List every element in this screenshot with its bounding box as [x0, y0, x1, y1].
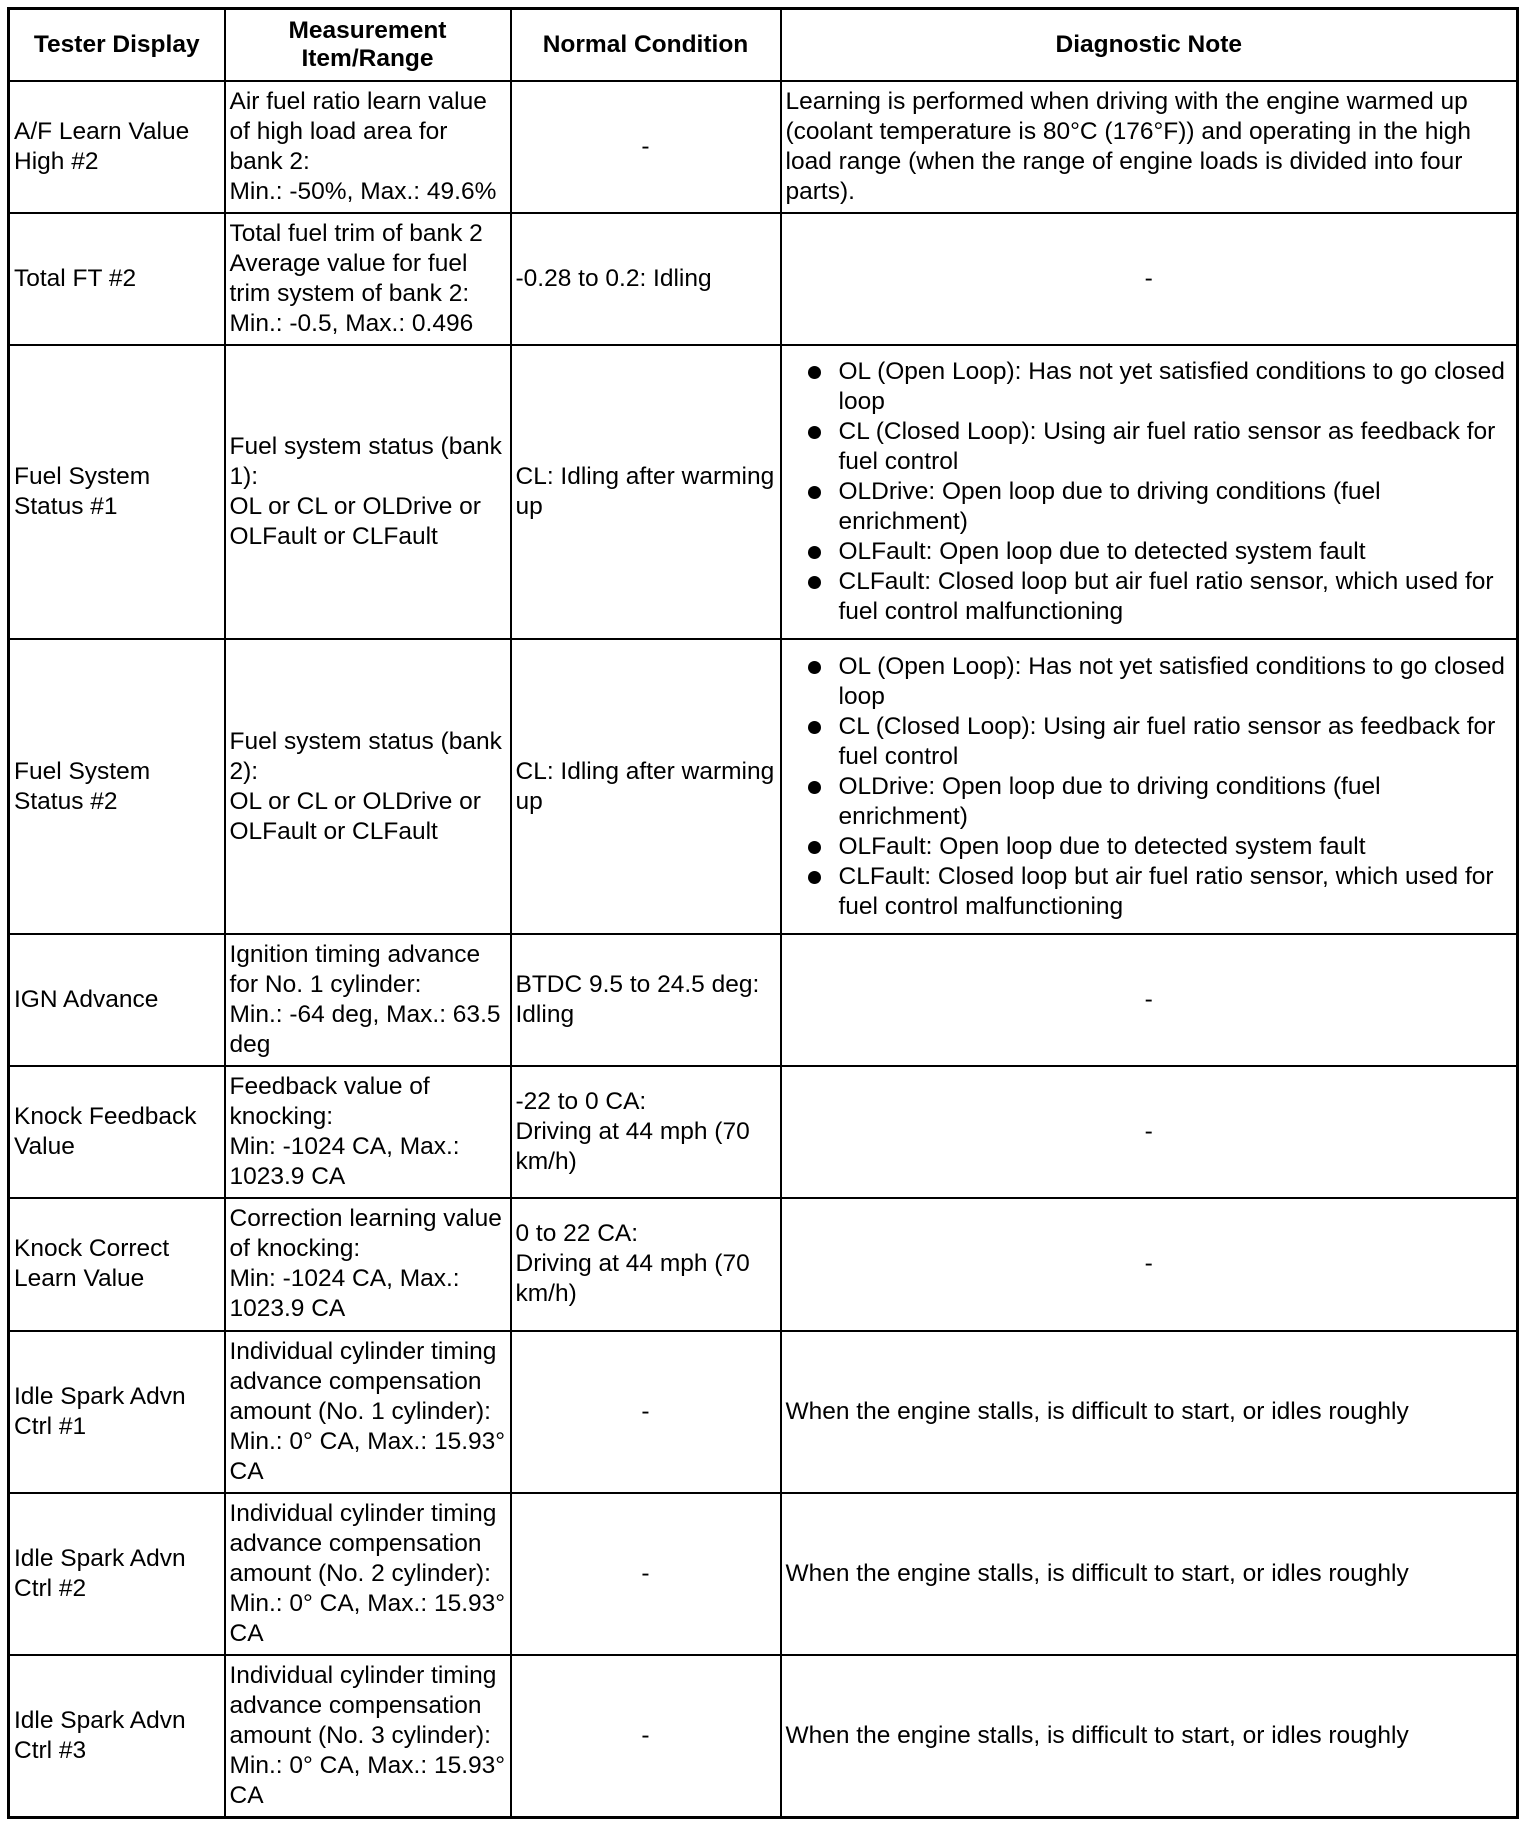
tester-display-cell: A/F Learn Value High #2 — [9, 81, 225, 213]
measurement-cell: Individual cylinder timing advance compensation amount (No. 1 cylinder): Min.: 0° CA, Max.: 15.93° CA — [225, 1331, 511, 1493]
diagnostic-note-cell: - — [781, 1066, 1518, 1198]
tester-display-cell: Idle Spark Advn Ctrl #3 — [9, 1655, 225, 1817]
table-row — [9, 1066, 1518, 1198]
diagnostic-data-table — [7, 7, 1519, 1819]
normal-condition-cell: BTDC 9.5 to 24.5 deg: Idling — [511, 934, 781, 1066]
table-row — [9, 345, 1518, 640]
table-row — [9, 1655, 1518, 1817]
diagnostic-note-cell: - — [781, 1198, 1518, 1330]
normal-condition-cell: CL: Idling after warming up — [511, 345, 781, 640]
header-tester-display: Tester Display — [9, 9, 225, 81]
list-item: OLFault: Open loop due to detected system fault — [786, 537, 1513, 567]
tester-display-cell: Fuel System Status #2 — [9, 639, 225, 934]
normal-condition-cell: - — [511, 1655, 781, 1817]
diagnostic-note-cell: When the engine stalls, is difficult to start, or idles roughly — [781, 1655, 1518, 1817]
table-row — [9, 934, 1518, 1066]
measurement-cell: Ignition timing advance for No. 1 cylinder: Min.: -64 deg, Max.: 63.5 deg — [225, 934, 511, 1066]
header-diagnostic-note: Diagnostic Note — [781, 9, 1518, 81]
measurement-cell: Fuel system status (bank 2): OL or CL or OLDrive or OLFault or CLFault — [225, 639, 511, 934]
normal-condition-cell: - — [511, 1493, 781, 1655]
table-row — [9, 1493, 1518, 1655]
tester-display-cell: Knock Feedback Value — [9, 1066, 225, 1198]
list-item: OL (Open Loop): Has not yet satisfied conditions to go closed loop — [786, 652, 1513, 712]
tester-display-cell: IGN Advance — [9, 934, 225, 1066]
table-row — [9, 1331, 1518, 1493]
list-item: CL (Closed Loop): Using air fuel ratio sensor as feedback for fuel control — [786, 417, 1513, 477]
tester-display-cell: Total FT #2 — [9, 213, 225, 345]
list-item: CL (Closed Loop): Using air fuel ratio sensor as feedback for fuel control — [786, 712, 1513, 772]
measurement-cell: Individual cylinder timing advance compensation amount (No. 3 cylinder): Min.: 0° CA, Max.: 15.93° CA — [225, 1655, 511, 1817]
header-normal-condition: Normal Condition — [511, 9, 781, 81]
measurement-cell: Total fuel trim of bank 2 Average value for fuel trim system of bank 2: Min.: -0.5, Max.: 0.496 — [225, 213, 511, 345]
table-row — [9, 1198, 1518, 1330]
status-bullet-list — [786, 652, 1513, 922]
diagnostic-note-cell: When the engine stalls, is difficult to start, or idles roughly — [781, 1493, 1518, 1655]
diagnostic-note-cell: - — [781, 213, 1518, 345]
normal-condition-cell: -22 to 0 CA: Driving at 44 mph (70 km/h) — [511, 1066, 781, 1198]
normal-condition-cell: - — [511, 81, 781, 213]
table-header-row — [9, 9, 1518, 81]
normal-condition-cell: 0 to 22 CA: Driving at 44 mph (70 km/h) — [511, 1198, 781, 1330]
tester-display-cell: Idle Spark Advn Ctrl #1 — [9, 1331, 225, 1493]
measurement-cell: Feedback value of knocking: Min: -1024 CA, Max.: 1023.9 CA — [225, 1066, 511, 1198]
list-item: OLFault: Open loop due to detected system fault — [786, 832, 1513, 862]
table-row — [9, 639, 1518, 934]
measurement-cell: Individual cylinder timing advance compensation amount (No. 2 cylinder): Min.: 0° CA, Max.: 15.93° CA — [225, 1493, 511, 1655]
measurement-cell: Correction learning value of knocking: Min: -1024 CA, Max.: 1023.9 CA — [225, 1198, 511, 1330]
header-measurement: Measurement Item/Range — [225, 9, 511, 81]
list-item: OL (Open Loop): Has not yet satisfied conditions to go closed loop — [786, 357, 1513, 417]
tester-display-cell: Knock Correct Learn Value — [9, 1198, 225, 1330]
list-item: OLDrive: Open loop due to driving conditions (fuel enrichment) — [786, 477, 1513, 537]
status-bullet-list — [786, 357, 1513, 627]
table-row — [9, 81, 1518, 213]
table-row — [9, 213, 1518, 345]
tester-display-cell: Fuel System Status #1 — [9, 345, 225, 640]
list-item: OLDrive: Open loop due to driving conditions (fuel enrichment) — [786, 772, 1513, 832]
diagnostic-note-cell: When the engine stalls, is difficult to start, or idles roughly — [781, 1331, 1518, 1493]
diagnostic-note-cell — [781, 345, 1518, 640]
measurement-cell: Air fuel ratio learn value of high load area for bank 2: Min.: -50%, Max.: 49.6% — [225, 81, 511, 213]
normal-condition-cell: - — [511, 1331, 781, 1493]
diagnostic-note-cell — [781, 639, 1518, 934]
normal-condition-cell: CL: Idling after warming up — [511, 639, 781, 934]
tester-display-cell: Idle Spark Advn Ctrl #2 — [9, 1493, 225, 1655]
list-item: CLFault: Closed loop but air fuel ratio sensor, which used for fuel control malfunctioning — [786, 567, 1513, 627]
normal-condition-cell: -0.28 to 0.2: Idling — [511, 213, 781, 345]
measurement-cell: Fuel system status (bank 1): OL or CL or OLDrive or OLFault or CLFault — [225, 345, 511, 640]
list-item: CLFault: Closed loop but air fuel ratio sensor, which used for fuel control malfunctioning — [786, 862, 1513, 922]
diagnostic-note-cell: - — [781, 934, 1518, 1066]
diagnostic-note-cell: Learning is performed when driving with the engine warmed up (coolant temperature is 80°C (176°F)) and operating in the high load range (when the range of engine loads is divided into four parts). — [781, 81, 1518, 213]
